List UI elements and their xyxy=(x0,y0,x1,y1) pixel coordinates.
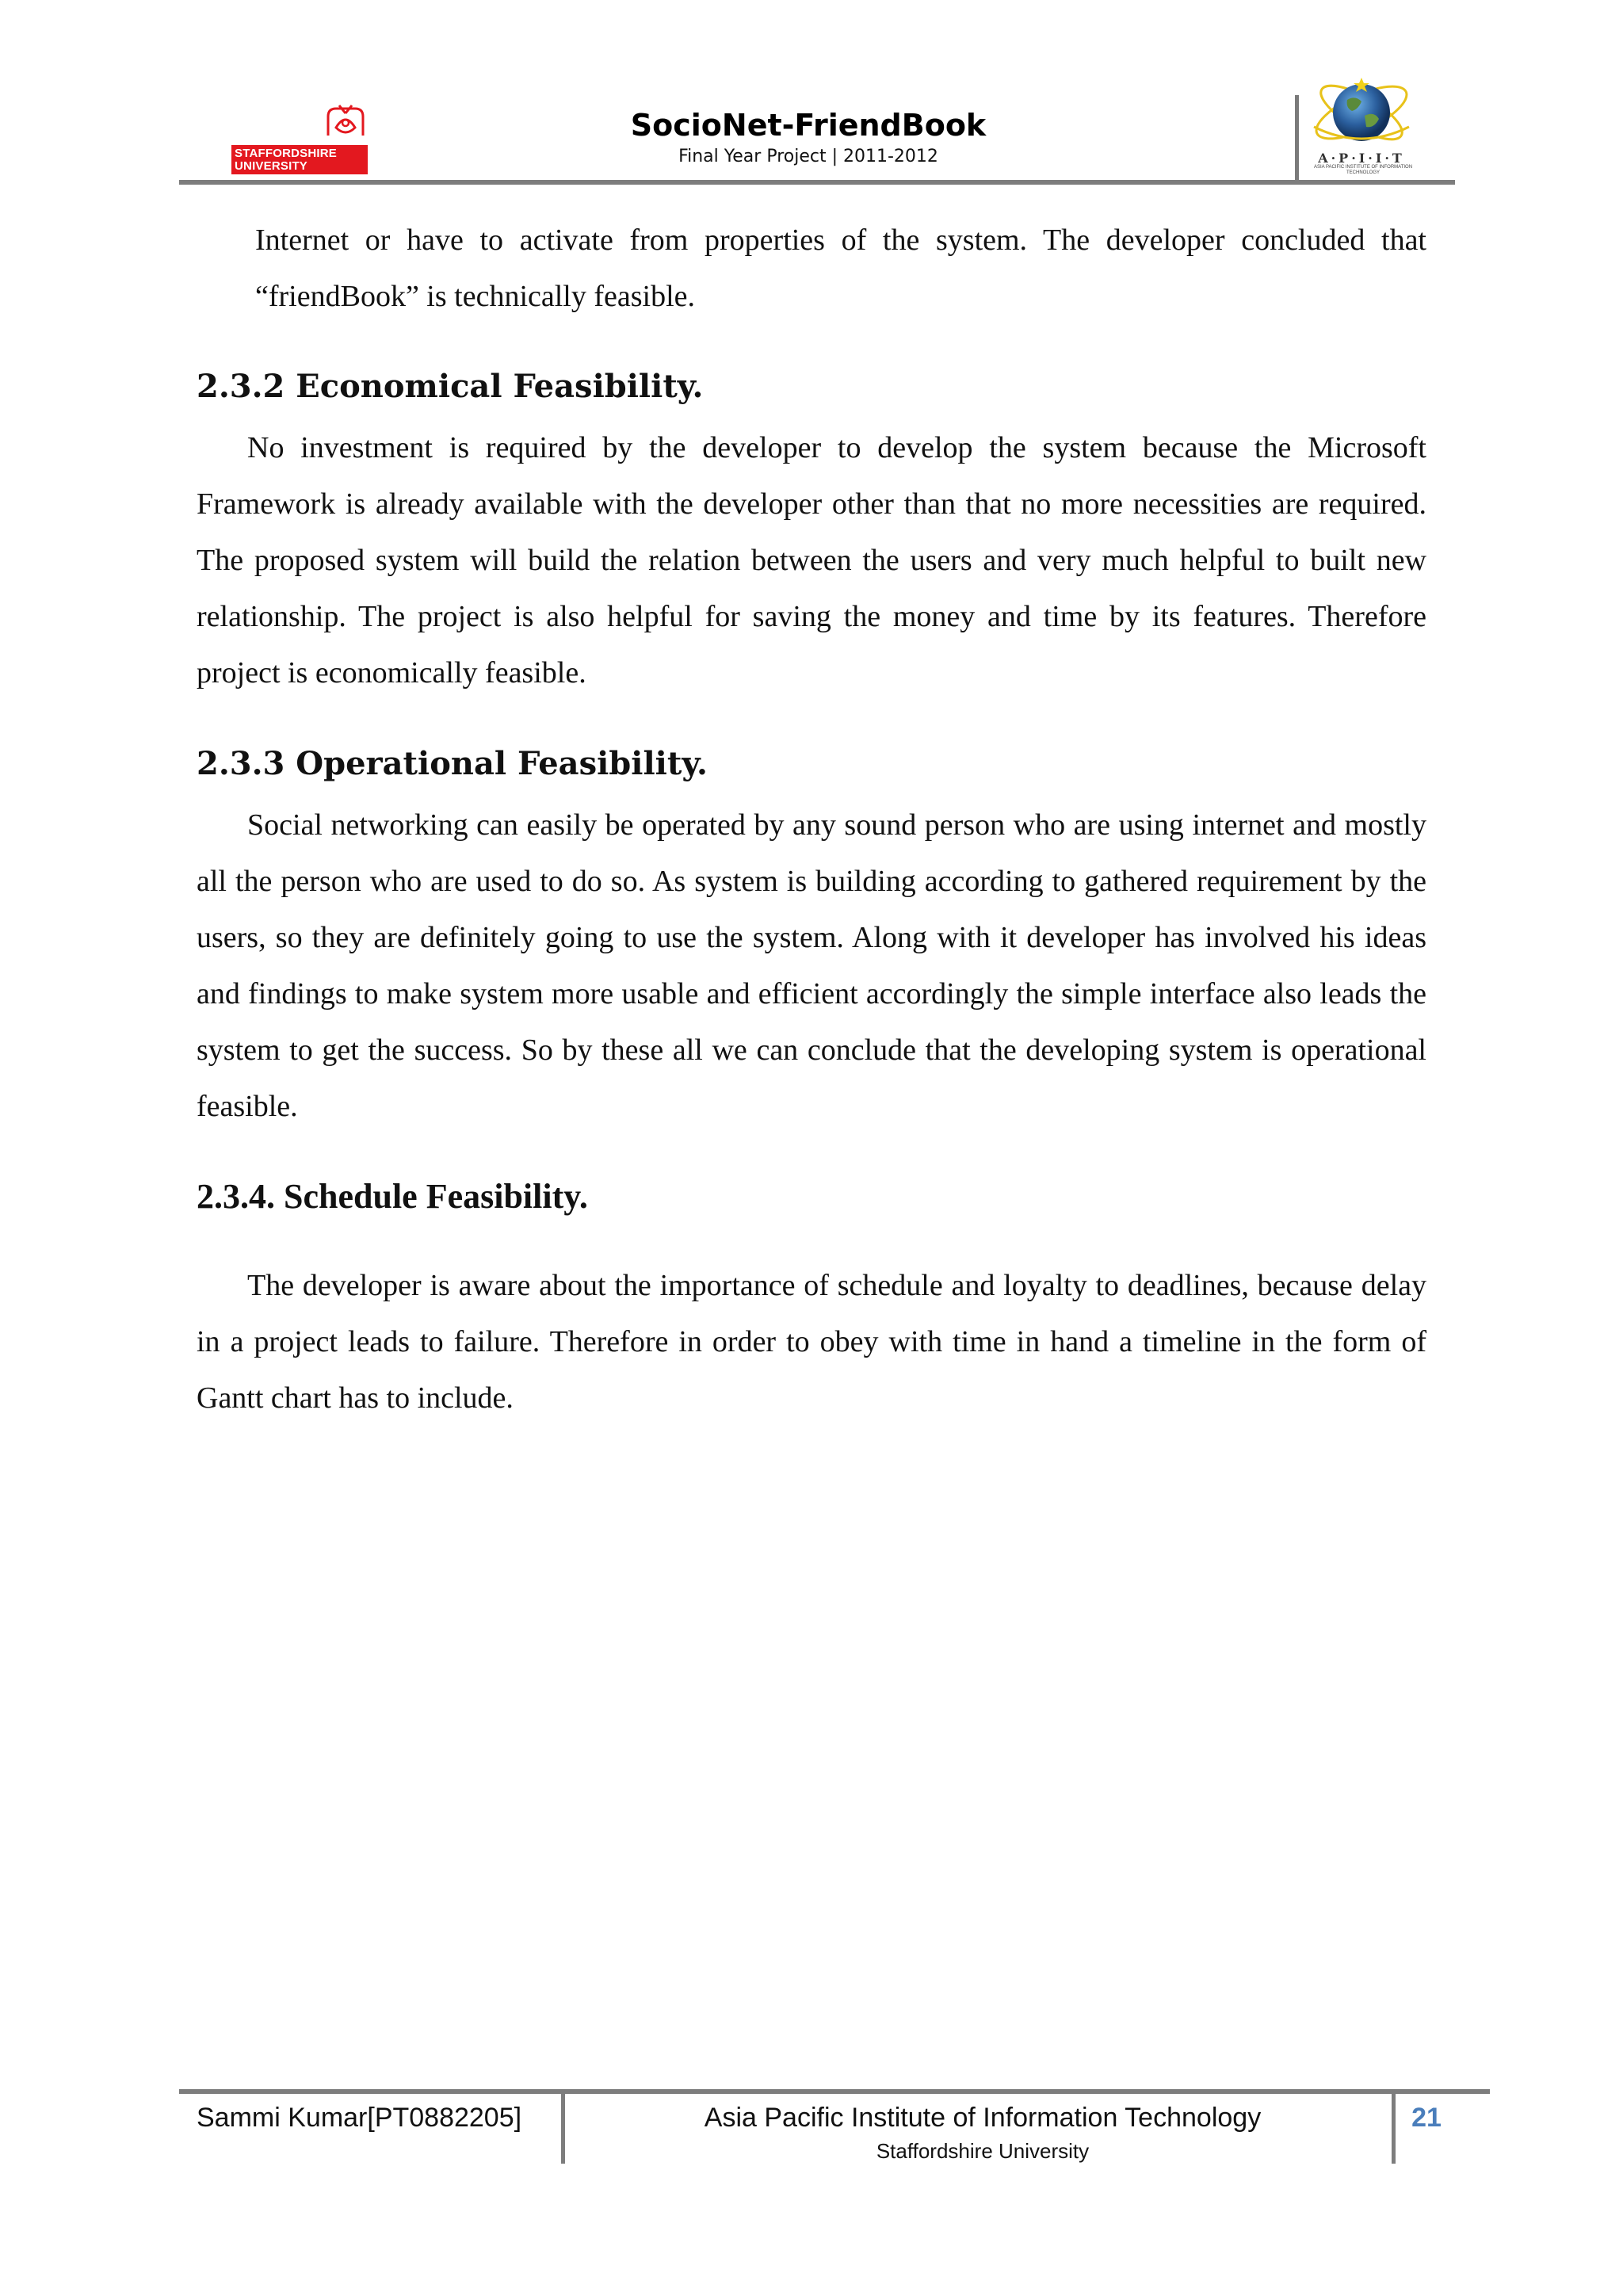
staffordshire-logo-text xyxy=(231,145,368,174)
document-title: SocioNet-FriendBook xyxy=(630,108,987,143)
footer-author: Sammi Kumar[PT0882205] xyxy=(197,2103,522,2133)
staffordshire-logo xyxy=(231,104,368,174)
section-heading-operational: 2.3.3 Operational Feasibility. xyxy=(197,745,708,782)
section-paragraph-economical: No investment is required by the developer to develop the system because the Microsoft Framework is already available with the developer other than that no more necessities are required. The proposed system will build the relation between the users and very much helpful to built new relationship. The project is also helpful for saving the money and time by its features. Therefore project is economically feasible. xyxy=(197,431,1426,690)
logo-text-line2: UNIVERSITY xyxy=(235,159,308,173)
section-paragraph-operational: Social networking can easily be operated by any sound person who are using internet and mostly all the person who are used to do so. As system is building according to gathered requirement by the users, so they are definitely going to use the system. Along with it developer has involved his ideas and findings to make system more usable and efficient accordingly the simple interface also leads the system to get the success. So by these all we can conclude that the developing system is operational feasible. xyxy=(197,808,1426,1123)
header-divider xyxy=(1295,95,1299,182)
document-subtitle: Final Year Project | 2011-2012 xyxy=(678,147,938,166)
section-paragraph-schedule: The developer is aware about the importance of schedule and loyalty to deadlines, because delay in a project leads to failure. Therefore in order to obey with time in hand a timeline in the form of Gantt chart has to include. xyxy=(197,1269,1426,1415)
apiit-acronym: A·P·I·I·T xyxy=(1318,151,1405,166)
logo-text-line1: STAFFORDSHIRE xyxy=(235,147,337,160)
section-heading-schedule: 2.3.4. Schedule Feasibility. xyxy=(197,1177,588,1216)
footer-institution: Asia Pacific Institute of Information Technology xyxy=(704,2103,1262,2133)
intro-paragraph: Internet or have to activate from properties of the system. The developer concluded that “friendBook” is technically feasible. xyxy=(255,223,1426,313)
staffordshire-knot-icon xyxy=(323,104,368,139)
footer-university: Staffordshire University xyxy=(876,2139,1090,2163)
footer-divider-left xyxy=(561,2092,565,2164)
apiit-tagline: ASIA PACIFIC INSTITUTE OF INFORMATION TECHNOLOGY xyxy=(1313,165,1413,175)
header-rule xyxy=(179,180,1455,185)
footer-divider-right xyxy=(1392,2092,1396,2164)
footer-rule xyxy=(179,2089,1490,2094)
section-heading-economical: 2.3.2 Economical Feasibility. xyxy=(197,368,704,405)
page-number: 21 xyxy=(1411,2103,1442,2133)
